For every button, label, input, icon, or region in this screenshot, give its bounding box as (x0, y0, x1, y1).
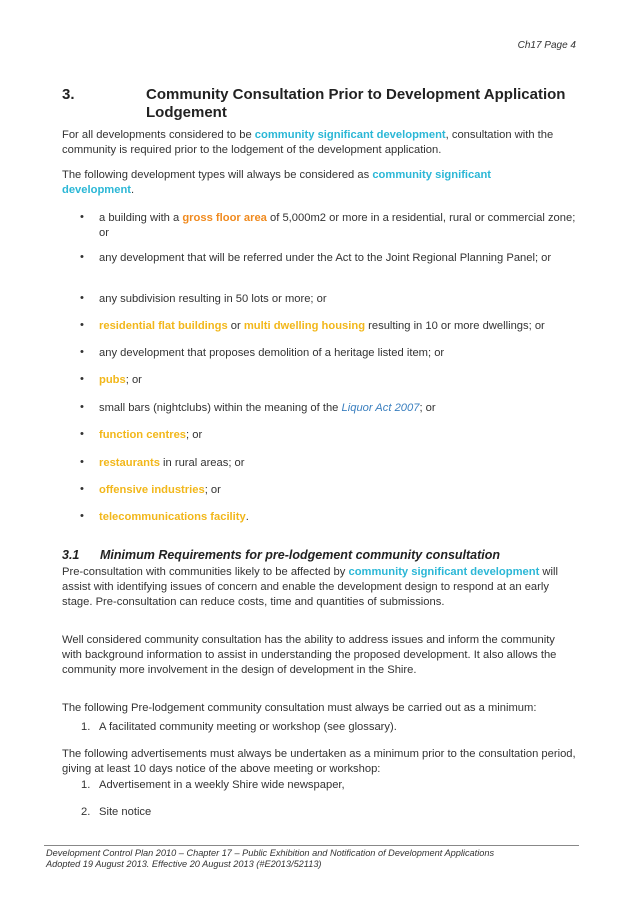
bullet-marker: • (80, 510, 84, 522)
bullet-marker: • (80, 292, 84, 304)
section-number: 3. (62, 86, 75, 103)
bullet-item-telecommunications (99, 510, 577, 525)
pre-consult-text-after: will assist with identifying issues of concern and enable the development design to respond at an early stage. Pre-consultation can reduce costs, time and quantities of submissions. (62, 566, 558, 608)
intro-paragraph (62, 128, 576, 158)
advert-item-number: 2. (81, 806, 91, 818)
intro-term: community significant development (254, 129, 446, 141)
intro-text-before: For all developments considered to be (62, 129, 255, 141)
bullet-marker: • (80, 319, 84, 331)
types-intro-text-before: The following development types will always be considered as (62, 169, 373, 181)
page-number: Ch17 Page 4 (517, 40, 576, 51)
bullet-text-after: . (245, 511, 249, 523)
bullet-text-after: ; or (204, 484, 221, 496)
bullet-item-offensive-industries (99, 483, 577, 498)
minimum-item-number: 1. (81, 721, 91, 733)
bullet-marker: • (80, 211, 84, 223)
bullet-item-gross-floor-area (99, 211, 577, 241)
bullet-term: multi dwelling housing (243, 320, 366, 332)
advert-item-text: Site notice (99, 806, 152, 818)
minimum-item-text: A facilitated community meeting or workshop (see glossary). (99, 721, 397, 733)
bullet-text-mid: or (227, 320, 244, 332)
bullet-item-subdivision: any subdivision resulting in 50 lots or more; or (99, 293, 327, 305)
types-intro-text-after: . (131, 184, 135, 196)
bullet-marker: • (80, 346, 84, 358)
bullet-term: offensive industries (99, 484, 205, 496)
bullet-marker: • (80, 401, 84, 413)
bullet-marker: • (80, 428, 84, 440)
bullet-item-small-bars (99, 401, 577, 416)
bullet-text-after: in rural areas; or (159, 457, 245, 469)
types-intro-paragraph (62, 168, 522, 198)
bullet-text-after: of 5,000m2 or more in a residential, rural or commercial zone; or (99, 212, 576, 239)
bullet-text-before: small bars (nightclubs) within the meaning of the (99, 402, 342, 414)
types-intro-term: community significant development (62, 169, 492, 196)
minimum-intro-paragraph: The following Pre-lodgement community consultation must always be carried out as a minimum: (62, 702, 537, 714)
pre-consultation-paragraph (62, 565, 576, 610)
bullet-marker: • (80, 251, 84, 263)
advert-intro-paragraph: The following advertisements must always be undertaken as a minimum prior to the consultation period, giving at least 10 days notice of the above meeting or workshop: (62, 748, 576, 775)
bullet-item-restaurants (99, 456, 577, 471)
subsection-title: Minimum Requirements for pre-lodgement community consultation (100, 548, 501, 562)
bullet-text-after: ; or (125, 374, 142, 386)
bullet-text-after: ; or (186, 429, 203, 441)
subsection-number: 3.1 (62, 548, 80, 562)
bullet-text-after: resulting in 10 or more dwellings; or (365, 320, 545, 332)
bullet-marker: • (80, 483, 84, 495)
advert-item-number: 1. (81, 779, 91, 791)
intro-text-after: , consultation with the community is required prior to the lodgement of the development application. (62, 129, 554, 156)
bullet-item-jrpp: any development that will be referred under the Act to the Joint Regional Planning Panel; or (99, 252, 552, 264)
pre-consult-text-before: Pre-consultation with communities likely to be affected by (62, 566, 349, 578)
footer-line-1: Development Control Plan 2010 – Chapter 17 – Public Exhibition and Notification of Development Applications (46, 848, 495, 858)
well-considered-paragraph: Well considered community consultation has the ability to address issues and inform the community with background information to assist in understanding the proposed development. It also allows the community more involvement in the design of development in the Shire. (62, 634, 557, 676)
bullet-term: gross floor area (182, 212, 267, 224)
advert-item-text: Advertisement in a weekly Shire wide newspaper, (99, 779, 345, 791)
footer-divider (44, 845, 579, 846)
bullet-marker: • (80, 456, 84, 468)
bullet-text-after: ; or (419, 402, 436, 414)
bullet-term: pubs (99, 374, 126, 386)
footer-line-2: Adopted 19 August 2013. Effective 20 August 2013 (#E2013/52113) (46, 859, 322, 869)
footer (46, 848, 494, 870)
bullet-term: residential flat buildings (99, 320, 228, 332)
bullet-item-heritage: any development that proposes demolition of a heritage listed item; or (99, 347, 445, 359)
bullet-item-function-centres (99, 428, 577, 443)
bullet-item-pubs (99, 373, 577, 388)
section-title: Community Consultation Prior to Development Application Lodgement (146, 86, 566, 121)
pre-consult-term: community significant development (348, 566, 540, 578)
bullet-marker: • (80, 373, 84, 385)
bullet-text-before: a building with a (99, 212, 183, 224)
bullet-term: telecommunications facility (99, 511, 246, 523)
bullet-term: restaurants (99, 457, 160, 469)
bullet-item-residential-flat (99, 319, 577, 334)
bullet-term: function centres (99, 429, 187, 441)
liquor-act-link[interactable]: Liquor Act 2007 (341, 402, 420, 414)
